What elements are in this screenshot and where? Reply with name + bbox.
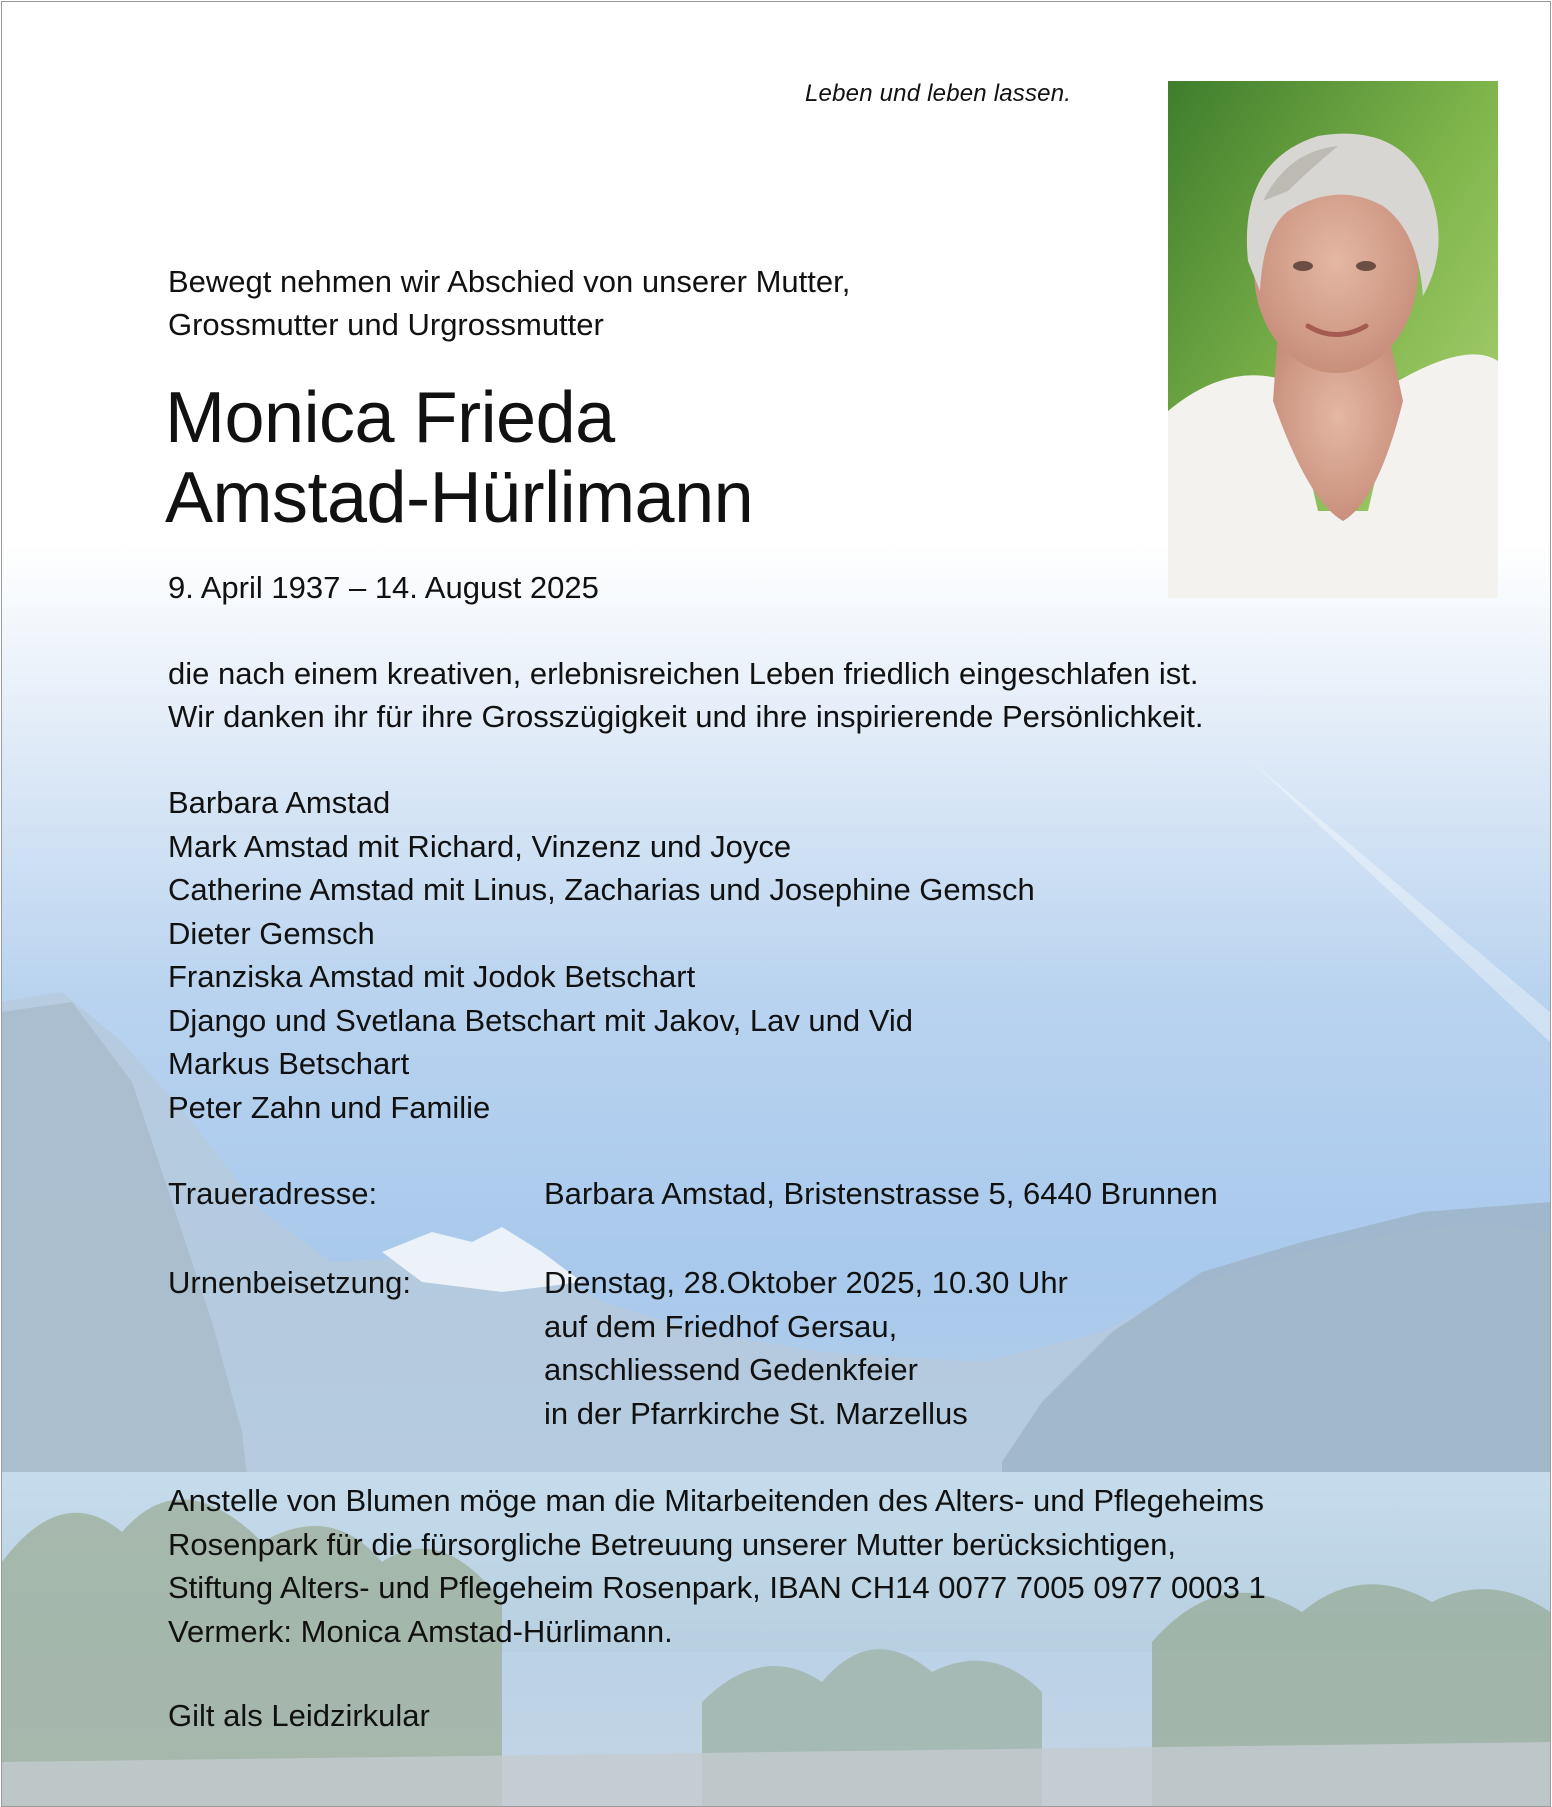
donation-line: Rosenpark für die fürsorgliche Betreuung unserer Mutter berücksichtigen, — [168, 1526, 1177, 1562]
burial-label: Urnenbeisetzung: — [168, 1265, 411, 1300]
intro-text — [168, 260, 850, 346]
mourner: Dieter Gemsch — [168, 915, 375, 951]
burial-line: anschliessend Gedenkfeier — [544, 1352, 918, 1387]
donation-note — [168, 1479, 1266, 1653]
mourner: Mark Amstad mit Richard, Vinzenz und Joyce — [168, 828, 792, 864]
mourning-address-label: Traueradresse: — [168, 1176, 378, 1211]
paragraph-line: die nach einem kreativen, erlebnisreichen Leben friedlich eingeschlafen ist. — [168, 656, 1199, 691]
mourner: Catherine Amstad mit Linus, Zacharias und Josephine Gemsch — [168, 872, 1035, 907]
mourning-address-value: Barbara Amstad, Bristenstrasse 5, 6440 Brunnen — [544, 1176, 1218, 1211]
burial-details — [544, 1261, 1068, 1435]
name-line: Monica Frieda — [165, 378, 615, 458]
mourner: Django und Svetlana Betschart mit Jakov, Lav und Vid — [168, 1002, 914, 1038]
mourner: Peter Zahn und Familie — [168, 1089, 491, 1125]
mourner: Markus Betschart — [168, 1046, 410, 1081]
paragraph-line: Wir danken ihr für ihre Grosszügigkeit und ihre inspirierende Persönlichkeit. — [168, 699, 1204, 734]
tribute-paragraph — [168, 652, 1204, 738]
burial-line: in der Pfarrkirche St. Marzellus — [544, 1395, 968, 1431]
mourners-list — [168, 781, 1035, 1129]
mourner: Barbara Amstad — [168, 785, 391, 820]
deceased-name — [165, 378, 753, 538]
burial-line: Dienstag, 28.Oktober 2025, 10.30 Uhr — [544, 1265, 1068, 1300]
donation-line: Vermerk: Monica Amstad-Hürlimann. — [168, 1613, 673, 1649]
donation-line: Stiftung Alters- und Pflegeheim Rosenpark, IBAN CH14 0077 7005 0977 0003 1 — [168, 1570, 1266, 1605]
name-line: Amstad-Hürlimann — [165, 458, 754, 538]
intro-line: Bewegt nehmen wir Abschied von unserer Mutter, — [168, 264, 851, 299]
life-dates: 9. April 1937 – 14. August 2025 — [168, 570, 599, 605]
burial-line: auf dem Friedhof Gersau, — [544, 1308, 898, 1344]
donation-line: Anstelle von Blumen möge man die Mitarbeitenden des Alters- und Pflegeheims — [168, 1483, 1264, 1518]
portrait-photo — [1168, 81, 1498, 598]
intro-line: Grossmutter und Urgrossmutter — [168, 307, 604, 342]
mourner: Franziska Amstad mit Jodok Betschart — [168, 959, 696, 994]
motto: Leben und leben lassen. — [805, 80, 1072, 107]
obituary-notice — [1, 1, 1551, 1807]
closing-note: Gilt als Leidzirkular — [168, 1698, 430, 1733]
